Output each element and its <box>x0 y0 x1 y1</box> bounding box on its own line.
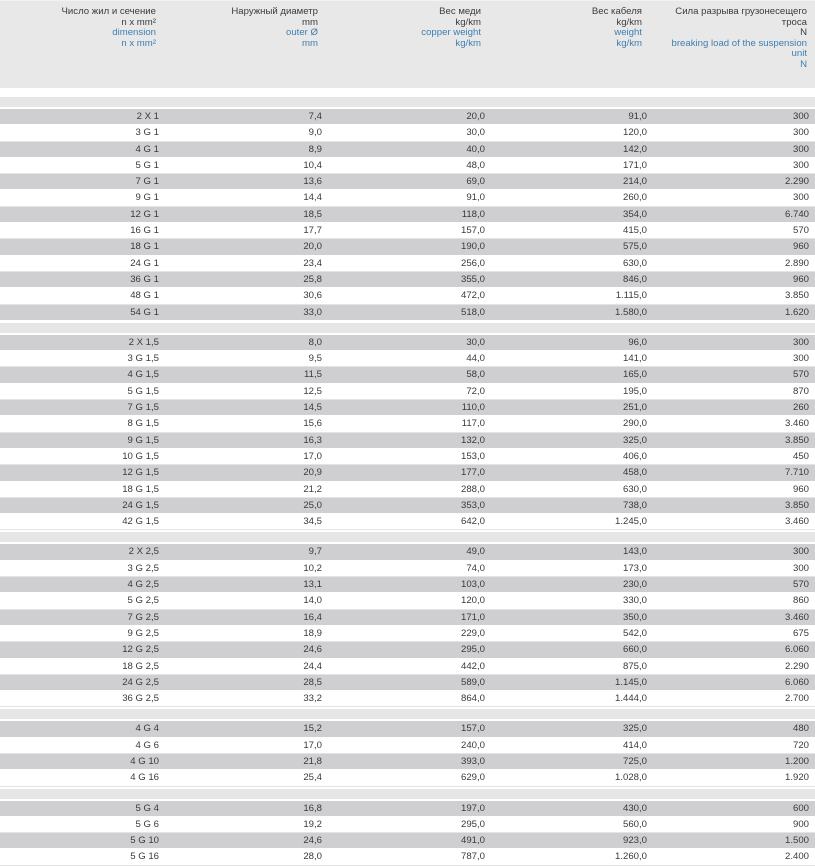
header-text: copper weight <box>421 27 481 39</box>
cell-copper-weight: 393,0 <box>460 755 485 767</box>
cell-cable-weight: 415,0 <box>622 225 647 237</box>
cell-outer-diameter: 21,2 <box>303 483 322 495</box>
table-row <box>0 626 815 642</box>
cell-cable-weight: 120,0 <box>622 127 647 139</box>
cell-dimension: 5 G 10 <box>130 835 159 847</box>
cell-copper-weight: 110,0 <box>461 402 485 414</box>
cell-cable-weight: 414,0 <box>622 739 647 751</box>
cell-breaking-load: 570 <box>792 579 809 591</box>
cell-cable-weight: 173,0 <box>622 562 647 574</box>
table-row <box>0 125 815 141</box>
cell-outer-diameter: 13,6 <box>303 176 322 188</box>
cell-breaking-load: 300 <box>792 336 809 348</box>
cell-breaking-load: 1.200 <box>784 755 809 767</box>
cell-dimension: 16 G 1 <box>130 225 159 237</box>
cell-outer-diameter: 14,0 <box>303 595 322 607</box>
cell-copper-weight: 132,0 <box>460 434 485 446</box>
cell-breaking-load: 6.060 <box>784 644 809 656</box>
cell-outer-diameter: 14,4 <box>303 192 322 204</box>
cell-dimension: 36 G 2,5 <box>122 693 159 705</box>
cell-copper-weight: 295,0 <box>460 644 485 656</box>
cell-cable-weight: 406,0 <box>622 450 647 462</box>
cell-breaking-load: 300 <box>792 562 809 574</box>
cell-copper-weight: 295,0 <box>460 818 485 830</box>
cell-copper-weight: 787,0 <box>460 851 485 863</box>
cell-outer-diameter: 9,0 <box>308 127 322 139</box>
cell-dimension: 5 G 6 <box>135 818 159 830</box>
cell-cable-weight: 630,0 <box>622 257 647 269</box>
cell-dimension: 4 G 10 <box>130 755 159 767</box>
cell-dimension: 2 X 1,5 <box>128 336 159 348</box>
table-row <box>0 351 815 367</box>
cell-cable-weight: 260,0 <box>622 192 647 204</box>
cell-cable-weight: 171,0 <box>622 159 647 171</box>
header-text: kg/km <box>455 37 481 49</box>
cell-copper-weight: 177,0 <box>460 467 485 479</box>
cell-dimension: 36 G 1 <box>130 273 159 285</box>
cell-copper-weight: 864,0 <box>460 693 485 705</box>
cell-outer-diameter: 12,5 <box>303 385 322 397</box>
cell-cable-weight: 430,0 <box>622 802 647 814</box>
cell-breaking-load: 1.620 <box>784 306 809 318</box>
header-text: n x mm² <box>121 37 156 49</box>
cell-copper-weight: 72,0 <box>466 385 485 397</box>
cell-copper-weight: 157,0 <box>460 723 485 735</box>
header-breaking-load <box>647 7 807 71</box>
cell-cable-weight: 1.028,0 <box>614 772 647 784</box>
table-row <box>0 416 815 432</box>
group-separator <box>0 95 815 109</box>
table-row <box>0 367 815 383</box>
cell-breaking-load: 300 <box>792 143 809 155</box>
table-row <box>0 384 815 400</box>
row-group <box>0 544 815 707</box>
row-group <box>0 721 815 786</box>
cell-outer-diameter: 34,5 <box>303 516 322 528</box>
cell-copper-weight: 197,0 <box>460 802 485 814</box>
cell-breaking-load: 300 <box>792 127 809 139</box>
cell-breaking-load: 3.460 <box>784 516 809 528</box>
cell-cable-weight: 542,0 <box>622 627 647 639</box>
table-row <box>0 561 815 577</box>
cell-dimension: 24 G 2,5 <box>122 676 159 688</box>
table-row <box>0 514 815 530</box>
header-text: unit <box>791 48 807 60</box>
cell-cable-weight: 325,0 <box>622 434 647 446</box>
cell-dimension: 12 G 2,5 <box>122 644 159 656</box>
table-row <box>0 691 815 707</box>
header-text: kg/km <box>455 16 481 28</box>
header-text: mm <box>302 37 318 49</box>
cell-cable-weight: 560,0 <box>622 818 647 830</box>
cell-dimension: 9 G 1 <box>135 192 159 204</box>
cell-breaking-load: 2.290 <box>784 176 809 188</box>
cell-dimension: 4 G 4 <box>135 723 159 735</box>
cell-cable-weight: 1.444,0 <box>614 693 647 705</box>
cell-outer-diameter: 15,6 <box>303 418 322 430</box>
table-row <box>0 223 815 239</box>
table-row <box>0 158 815 174</box>
header-text: n x mm² <box>121 16 156 28</box>
cell-cable-weight: 875,0 <box>622 660 647 672</box>
table-row <box>0 498 815 514</box>
header-dimension <box>0 7 156 49</box>
cell-copper-weight: 491,0 <box>460 835 485 847</box>
cell-dimension: 7 G 2,5 <box>127 611 159 623</box>
cell-dimension: 5 G 1 <box>135 159 159 171</box>
cell-copper-weight: 353,0 <box>460 499 485 511</box>
group-separator <box>0 321 815 335</box>
cell-outer-diameter: 9,7 <box>308 546 322 558</box>
table-row <box>0 335 815 351</box>
cell-copper-weight: 229,0 <box>460 627 485 639</box>
cell-dimension: 9 G 2,5 <box>127 627 159 639</box>
cell-dimension: 7 G 1 <box>135 176 159 188</box>
cell-outer-diameter: 18,9 <box>303 627 322 639</box>
cell-copper-weight: 74,0 <box>466 562 485 574</box>
cell-outer-diameter: 18,5 <box>303 208 322 220</box>
cell-copper-weight: 30,0 <box>466 127 485 139</box>
cell-outer-diameter: 11,5 <box>304 369 322 381</box>
cell-breaking-load: 960 <box>792 273 809 285</box>
cell-outer-diameter: 20,9 <box>303 467 322 479</box>
header-text: weight <box>614 27 642 39</box>
table-row <box>0 190 815 206</box>
cell-copper-weight: 472,0 <box>460 290 485 302</box>
header-text: mm <box>302 16 318 28</box>
table-row <box>0 675 815 691</box>
group-separator <box>0 707 815 721</box>
cell-copper-weight: 40,0 <box>466 143 485 155</box>
cell-copper-weight: 518,0 <box>460 306 485 318</box>
cell-outer-diameter: 10,4 <box>303 159 322 171</box>
table-row <box>0 738 815 754</box>
table-row <box>0 659 815 675</box>
cell-copper-weight: 629,0 <box>460 772 485 784</box>
cell-dimension: 2 X 2,5 <box>128 546 159 558</box>
cell-copper-weight: 91,0 <box>466 192 485 204</box>
cell-breaking-load: 900 <box>792 818 809 830</box>
cell-outer-diameter: 10,2 <box>303 562 322 574</box>
header-outer-diameter <box>178 7 318 49</box>
cell-breaking-load: 300 <box>792 111 809 122</box>
cell-cable-weight: 251,0 <box>622 402 647 414</box>
cell-breaking-load: 260 <box>792 402 809 414</box>
cell-dimension: 3 G 1 <box>135 127 159 139</box>
cell-breaking-load: 960 <box>792 483 809 495</box>
cell-outer-diameter: 33,0 <box>303 306 322 318</box>
cell-outer-diameter: 16,8 <box>303 802 322 814</box>
cell-cable-weight: 1.145,0 <box>614 676 647 688</box>
cell-dimension: 54 G 1 <box>130 306 159 318</box>
cell-outer-diameter: 25,8 <box>303 273 322 285</box>
cell-breaking-load: 600 <box>792 802 809 814</box>
cell-dimension: 42 G 1,5 <box>122 516 159 528</box>
cell-dimension: 4 G 1 <box>135 143 159 155</box>
cell-copper-weight: 118,0 <box>461 208 485 220</box>
cell-breaking-load: 480 <box>792 723 809 735</box>
cell-dimension: 3 G 2,5 <box>127 562 159 574</box>
cell-breaking-load: 300 <box>792 353 809 365</box>
cell-cable-weight: 325,0 <box>622 723 647 735</box>
cell-cable-weight: 575,0 <box>622 241 647 253</box>
cell-breaking-load: 1.920 <box>784 772 809 784</box>
cell-dimension: 5 G 1,5 <box>127 385 159 397</box>
cell-dimension: 18 G 2,5 <box>122 660 159 672</box>
cell-copper-weight: 153,0 <box>460 450 485 462</box>
cell-outer-diameter: 33,2 <box>303 693 322 705</box>
cell-cable-weight: 725,0 <box>622 755 647 767</box>
cell-cable-weight: 354,0 <box>622 208 647 220</box>
cell-cable-weight: 330,0 <box>622 595 647 607</box>
cell-breaking-load: 6.060 <box>784 676 809 688</box>
cell-outer-diameter: 30,6 <box>303 290 322 302</box>
cell-dimension: 18 G 1,5 <box>122 483 159 495</box>
cell-breaking-load: 3.460 <box>784 611 809 623</box>
cell-dimension: 4 G 1,5 <box>127 369 159 381</box>
table-row <box>0 305 815 321</box>
cell-cable-weight: 1.580,0 <box>614 306 647 318</box>
table-header <box>0 0 815 88</box>
cell-outer-diameter: 17,0 <box>303 739 322 751</box>
cell-cable-weight: 1.260,0 <box>614 851 647 863</box>
cell-outer-diameter: 25,4 <box>303 772 322 784</box>
table-row <box>0 449 815 465</box>
header-text: троса <box>781 16 807 28</box>
cell-outer-diameter: 15,2 <box>303 723 322 735</box>
cell-breaking-load: 300 <box>792 546 809 558</box>
cell-dimension: 10 G 1,5 <box>122 450 159 462</box>
header-text: Вес кабеля <box>591 6 642 17</box>
cell-outer-diameter: 7,4 <box>308 111 322 122</box>
cell-dimension: 4 G 2,5 <box>127 579 159 591</box>
cell-copper-weight: 190,0 <box>460 241 485 253</box>
cell-cable-weight: 1.115,0 <box>615 290 647 302</box>
cell-cable-weight: 458,0 <box>622 467 647 479</box>
cell-dimension: 12 G 1,5 <box>122 467 159 479</box>
table-row <box>0 593 815 609</box>
cell-outer-diameter: 24,4 <box>303 660 322 672</box>
cell-dimension: 7 G 1,5 <box>127 402 159 414</box>
header-text: Вес меди <box>439 6 481 17</box>
cell-copper-weight: 69,0 <box>466 176 485 188</box>
table-row <box>0 174 815 190</box>
cell-breaking-load: 2.890 <box>784 257 809 269</box>
cell-outer-diameter: 14,5 <box>303 402 322 414</box>
group-separator <box>0 530 815 544</box>
cell-breaking-load: 2.700 <box>784 693 809 705</box>
table-row <box>0 642 815 658</box>
cell-dimension: 8 G 1,5 <box>127 418 159 430</box>
header-text: Сила разрыва грузонесещего <box>675 6 807 17</box>
header-text: kg/km <box>616 16 642 28</box>
cell-breaking-load: 570 <box>792 369 809 381</box>
cell-cable-weight: 738,0 <box>622 499 647 511</box>
cell-breaking-load: 675 <box>792 627 809 639</box>
cell-copper-weight: 442,0 <box>460 660 485 672</box>
cell-copper-weight: 240,0 <box>460 739 485 751</box>
cell-cable-weight: 142,0 <box>622 143 647 155</box>
cell-breaking-load: 3.850 <box>784 290 809 302</box>
cell-cable-weight: 143,0 <box>622 546 647 558</box>
table-row <box>0 400 815 416</box>
cell-cable-weight: 846,0 <box>622 273 647 285</box>
cell-cable-weight: 630,0 <box>622 483 647 495</box>
cell-breaking-load: 870 <box>792 385 809 397</box>
table-row <box>0 109 815 125</box>
cell-breaking-load: 720 <box>792 739 809 751</box>
cell-breaking-load: 2.290 <box>784 660 809 672</box>
cell-cable-weight: 96,0 <box>628 336 647 348</box>
cell-outer-diameter: 17,7 <box>303 225 322 237</box>
row-group <box>0 801 815 866</box>
cell-outer-diameter: 20,0 <box>303 241 322 253</box>
cell-cable-weight: 141,0 <box>622 353 647 365</box>
table-body <box>0 95 815 866</box>
table-row <box>0 721 815 737</box>
table-row <box>0 577 815 593</box>
cell-breaking-load: 960 <box>792 241 809 253</box>
cell-dimension: 12 G 1 <box>130 208 159 220</box>
cell-copper-weight: 157,0 <box>460 225 485 237</box>
cell-copper-weight: 30,0 <box>466 336 485 348</box>
table-row <box>0 754 815 770</box>
cell-copper-weight: 355,0 <box>460 273 485 285</box>
row-group <box>0 109 815 321</box>
cell-breaking-load: 3.460 <box>784 418 809 430</box>
cell-cable-weight: 165,0 <box>622 369 647 381</box>
cell-copper-weight: 20,0 <box>466 111 485 122</box>
table-row <box>0 833 815 849</box>
cell-dimension: 2 X 1 <box>136 111 159 122</box>
cell-dimension: 48 G 1 <box>130 290 159 302</box>
cell-copper-weight: 288,0 <box>460 483 485 495</box>
table-row <box>0 817 815 833</box>
table-row <box>0 801 815 817</box>
cell-outer-diameter: 16,3 <box>303 434 322 446</box>
cell-copper-weight: 642,0 <box>460 516 485 528</box>
cell-breaking-load: 300 <box>792 159 809 171</box>
cell-outer-diameter: 24,6 <box>303 835 322 847</box>
header-text: Число жил и сечение <box>61 6 156 17</box>
cell-outer-diameter: 17,0 <box>303 450 322 462</box>
header-text: breaking load of the suspension <box>671 37 807 49</box>
cell-breaking-load: 300 <box>792 192 809 204</box>
cell-outer-diameter: 19,2 <box>303 818 322 830</box>
cell-breaking-load: 3.850 <box>784 499 809 511</box>
header-cable-weight <box>502 7 642 49</box>
cell-cable-weight: 91,0 <box>628 111 647 122</box>
cell-copper-weight: 48,0 <box>466 159 485 171</box>
cell-dimension: 4 G 16 <box>130 772 159 784</box>
cell-outer-diameter: 25,0 <box>303 499 322 511</box>
cell-copper-weight: 171,0 <box>460 611 485 623</box>
table-row <box>0 770 815 786</box>
cell-copper-weight: 44,0 <box>466 353 485 365</box>
header-text: N <box>800 27 807 39</box>
cell-outer-diameter: 24,6 <box>303 644 322 656</box>
cell-breaking-load: 7.710 <box>784 467 809 479</box>
cell-copper-weight: 49,0 <box>466 546 485 558</box>
cell-cable-weight: 1.245,0 <box>614 516 647 528</box>
table-row <box>0 256 815 272</box>
cell-copper-weight: 58,0 <box>466 369 485 381</box>
table-row <box>0 272 815 288</box>
row-group <box>0 335 815 531</box>
table-row <box>0 433 815 449</box>
cell-dimension: 24 G 1 <box>130 257 159 269</box>
cell-cable-weight: 195,0 <box>622 385 647 397</box>
cell-breaking-load: 1.500 <box>784 835 809 847</box>
cell-outer-diameter: 9,5 <box>308 353 322 365</box>
cell-outer-diameter: 28,0 <box>303 851 322 863</box>
cell-dimension: 3 G 1,5 <box>127 353 159 365</box>
cell-outer-diameter: 8,9 <box>308 143 322 155</box>
cell-outer-diameter: 23,4 <box>303 257 322 269</box>
table-row <box>0 288 815 304</box>
table-row <box>0 207 815 223</box>
header-text: kg/km <box>616 37 642 49</box>
cell-outer-diameter: 13,1 <box>303 579 322 591</box>
cell-breaking-load: 3.850 <box>784 434 809 446</box>
cell-cable-weight: 660,0 <box>622 644 647 656</box>
cell-cable-weight: 290,0 <box>622 418 647 430</box>
table-row <box>0 482 815 498</box>
cell-outer-diameter: 16,4 <box>303 611 322 623</box>
cell-breaking-load: 570 <box>792 225 809 237</box>
cell-dimension: 4 G 6 <box>135 739 159 751</box>
header-copper-weight <box>341 7 481 49</box>
cell-copper-weight: 589,0 <box>460 676 485 688</box>
cell-cable-weight: 214,0 <box>622 176 647 188</box>
cell-outer-diameter: 28,5 <box>303 676 322 688</box>
cell-breaking-load: 450 <box>792 450 809 462</box>
cell-outer-diameter: 8,0 <box>308 336 322 348</box>
table-row <box>0 849 815 865</box>
cell-copper-weight: 117,0 <box>461 418 485 430</box>
header-gap <box>0 88 815 95</box>
cell-copper-weight: 256,0 <box>460 257 485 269</box>
cell-dimension: 9 G 1,5 <box>127 434 159 446</box>
header-text: Наружный диаметр <box>231 6 318 17</box>
cell-dimension: 5 G 2,5 <box>127 595 159 607</box>
table-row <box>0 465 815 481</box>
cell-breaking-load: 6.740 <box>784 208 809 220</box>
header-text: N <box>800 58 807 70</box>
table-row <box>0 142 815 158</box>
cell-dimension: 18 G 1 <box>130 241 159 253</box>
cell-copper-weight: 120,0 <box>460 595 485 607</box>
cell-dimension: 24 G 1,5 <box>122 499 159 511</box>
cell-breaking-load: 860 <box>792 595 809 607</box>
table-row <box>0 239 815 255</box>
cell-dimension: 5 G 4 <box>135 802 159 814</box>
cell-cable-weight: 230,0 <box>622 579 647 591</box>
table-row <box>0 544 815 560</box>
cell-outer-diameter: 21,8 <box>303 755 322 767</box>
header-text: outer Ø <box>286 27 318 39</box>
cell-breaking-load: 2.400 <box>784 851 809 863</box>
header-text: dimension <box>112 27 156 39</box>
cell-copper-weight: 103,0 <box>460 579 485 591</box>
cell-cable-weight: 923,0 <box>622 835 647 847</box>
group-separator <box>0 787 815 801</box>
cell-dimension: 5 G 16 <box>130 851 159 863</box>
cell-cable-weight: 350,0 <box>622 611 647 623</box>
table-row <box>0 610 815 626</box>
